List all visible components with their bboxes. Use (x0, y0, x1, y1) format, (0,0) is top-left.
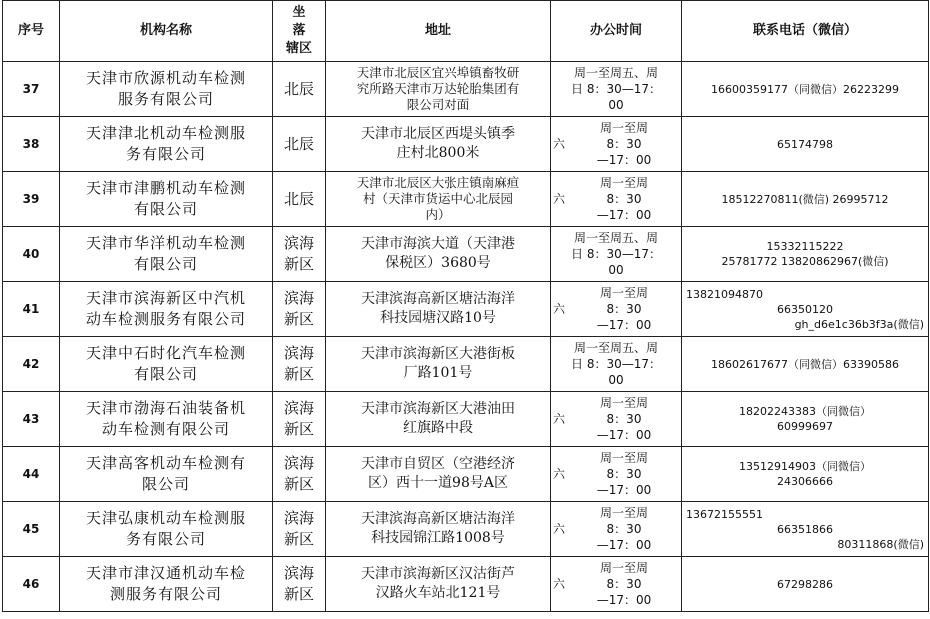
cell-phone (682, 392, 929, 447)
cell-district (273, 502, 326, 557)
address-line: 内） (425, 207, 451, 222)
office-hours-lead: 六 (553, 412, 566, 426)
office-hours-line: 周一至周 (599, 506, 648, 520)
office-hours-line: —17：00 (596, 153, 652, 167)
address-line: 限公司对面 (406, 97, 470, 112)
office-hours-line: 00 (608, 373, 624, 387)
cell-agency-name (60, 227, 273, 282)
cell-district (273, 392, 326, 447)
cell-address (326, 172, 551, 227)
office-hours-line: 日 8：30—17： (571, 82, 661, 96)
cell-address (326, 502, 551, 557)
cell-index: 40 (3, 227, 60, 282)
table-row (3, 502, 929, 557)
cell-office-hours (551, 117, 682, 172)
phone-line: 60999697 (777, 420, 833, 433)
office-hours-line: 周一至周五、周 (573, 66, 658, 80)
address-line: 汉路火车站北121号 (375, 585, 501, 601)
office-hours-lead: 六 (553, 192, 566, 206)
cell-index: 46 (3, 557, 60, 612)
cell-office-hours (551, 282, 682, 337)
district-line: 新区 (283, 310, 314, 328)
cell-phone (682, 447, 929, 502)
cell-district (273, 282, 326, 337)
phone-line: 18512270811(微信) 26995712 (721, 192, 889, 206)
phone-line: 66351866 (777, 522, 833, 536)
phone-line: 13821094870 (686, 287, 763, 301)
phone-line: 13512914903（同微信） (739, 460, 871, 473)
office-hours-line: 8：30 (606, 302, 642, 316)
office-hours-block (553, 175, 679, 223)
cell-district (273, 172, 326, 227)
address-line: 天津滨海高新区塘沽海洋 (361, 291, 515, 307)
address-line: 天津市滨海新区汉沽街芦 (361, 566, 515, 582)
agency-name-line: 天津市华洋机动车检测 (85, 234, 246, 252)
office-hours-line: 周一至周五、周 (573, 231, 658, 245)
table-body (3, 62, 929, 612)
office-hours-line: 周一至周 (599, 286, 648, 300)
address-line: 天津市北辰区西堤头镇季 (361, 126, 515, 142)
office-hours-lines (569, 175, 679, 223)
address-line: 天津市北辰区宜兴埠镇畜牧研 (356, 65, 520, 80)
office-hours-block (553, 560, 679, 608)
agency-name-line: 天津津北机动车检测服 (85, 124, 246, 142)
agency-name-line: 天津市津汉通机动车检 (85, 564, 246, 582)
office-hours-line: 8：30 (606, 522, 642, 536)
office-hours-line: 8：30 (606, 137, 642, 151)
phone-line: 13672155551 (686, 507, 763, 521)
address-line: 天津滨海高新区塘沽海洋 (361, 511, 515, 527)
agency-name-line: 服务有限公司 (117, 90, 214, 108)
district-line: 滨海 (283, 399, 314, 417)
table-header-row (3, 1, 929, 62)
cell-index: 38 (3, 117, 60, 172)
district-line: 新区 (283, 365, 314, 383)
cell-phone (682, 337, 929, 392)
agency-name-line: 动车检测有限公司 (101, 420, 230, 438)
agency-name-line: 天津中石时化汽车检测 (85, 344, 246, 362)
district-line: 滨海 (283, 289, 314, 307)
office-hours-line: 8：30 (606, 577, 642, 591)
cell-index: 45 (3, 502, 60, 557)
phone-line: 80311868(微信) (837, 537, 924, 551)
header-address: 地址 (326, 1, 551, 62)
phone-line: gh_d6e1c36b3f3a(微信) (794, 317, 924, 331)
office-hours-lines (569, 395, 679, 443)
office-hours-block (553, 285, 679, 333)
office-hours-line: —17：00 (596, 208, 652, 222)
header-phone: 联系电话（微信） (682, 1, 929, 62)
address-line: 红旗路中段 (403, 420, 473, 436)
district-line: 北辰 (283, 134, 314, 153)
cell-agency-name (60, 172, 273, 227)
cell-index: 42 (3, 337, 60, 392)
table-row (3, 557, 929, 612)
district-line: 北辰 (283, 189, 314, 208)
cell-address (326, 117, 551, 172)
cell-address (326, 392, 551, 447)
agency-name-line: 有限公司 (133, 255, 198, 273)
office-hours-line: —17：00 (596, 428, 652, 442)
cell-phone (682, 172, 929, 227)
phone-line: 65174798 (777, 137, 833, 151)
agency-name-line: 有限公司 (133, 200, 198, 218)
office-hours-line: 周一至周 (599, 176, 648, 190)
cell-phone (682, 227, 929, 282)
agency-name-line: 天津高客机动车检测有 (85, 454, 246, 472)
agency-name-line: 动车检测服务有限公司 (85, 310, 246, 328)
office-hours-lead: 六 (553, 577, 566, 591)
office-hours-lines (569, 285, 679, 333)
district-line: 新区 (283, 255, 314, 273)
table-row (3, 282, 929, 337)
phone-line: 18602617677（同微信）63390586 (711, 357, 899, 371)
cell-district (273, 117, 326, 172)
district-line: 新区 (283, 475, 314, 493)
cell-district (273, 227, 326, 282)
cell-address (326, 227, 551, 282)
cell-phone (682, 282, 929, 337)
cell-agency-name (60, 62, 273, 117)
cell-address (326, 447, 551, 502)
agency-name-line: 天津市渤海石油装备机 (85, 399, 246, 417)
cell-office-hours (551, 227, 682, 282)
office-hours-lead: 六 (553, 522, 566, 536)
table-row (3, 117, 929, 172)
cell-district (273, 447, 326, 502)
district-line: 滨海 (283, 344, 314, 362)
phone-line: 16600359177（同微信）26223299 (711, 82, 899, 96)
office-hours-block (553, 395, 679, 443)
office-hours-line: 00 (608, 98, 624, 112)
cell-office-hours (551, 557, 682, 612)
address-line: 厂路101号 (403, 365, 473, 381)
cell-office-hours (551, 392, 682, 447)
office-hours-lines (569, 560, 679, 608)
cell-index: 37 (3, 62, 60, 117)
office-hours-lead: 六 (553, 302, 566, 316)
cell-index: 39 (3, 172, 60, 227)
header-index: 序号 (3, 1, 60, 62)
agency-name-line: 务有限公司 (125, 530, 206, 548)
cell-agency-name (60, 557, 273, 612)
address-line: 科技园锦江路1008号 (371, 530, 505, 546)
agency-name-line: 天津市津鹏机动车检测 (85, 179, 246, 197)
office-hours-line: 周一至周五、周 (573, 341, 658, 355)
office-hours-lines (569, 120, 679, 168)
cell-agency-name (60, 392, 273, 447)
table-row (3, 62, 929, 117)
office-hours-lines (569, 450, 679, 498)
district-line: 北辰 (283, 79, 314, 98)
cell-office-hours (551, 502, 682, 557)
address-line: 天津市海滨大道（天津港 (361, 236, 515, 252)
cell-address (326, 62, 551, 117)
cell-index: 44 (3, 447, 60, 502)
address-line: 天津市自贸区（空港经济 (361, 456, 515, 472)
table-row (3, 447, 929, 502)
address-line: 科技园塘汉路10号 (380, 310, 496, 326)
cell-address (326, 337, 551, 392)
agency-name-line: 务有限公司 (125, 145, 206, 163)
cell-agency-name (60, 282, 273, 337)
agency-name-line: 天津市滨海新区中汽机 (85, 289, 246, 307)
cell-agency-name (60, 337, 273, 392)
office-hours-line: 周一至周 (599, 396, 648, 410)
address-line: 庄村北800米 (396, 145, 480, 161)
phone-line: 25781772 13820862967(微信) (721, 255, 889, 268)
cell-office-hours (551, 62, 682, 117)
district-line: 新区 (283, 530, 314, 548)
cell-address (326, 557, 551, 612)
agency-name-line: 限公司 (141, 475, 190, 493)
header-hours: 办公时间 (551, 1, 682, 62)
district-line: 新区 (283, 420, 314, 438)
address-line: 村（天津市货运中心北辰园 (362, 191, 513, 206)
agency-name-line: 有限公司 (133, 365, 198, 383)
office-hours-line: 日 8：30—17： (571, 247, 661, 261)
office-hours-line: 8：30 (606, 412, 642, 426)
cell-office-hours (551, 172, 682, 227)
agency-name-line: 测服务有限公司 (109, 585, 222, 603)
cell-address (326, 282, 551, 337)
address-line: 天津市北辰区大张庄镇南麻疸 (356, 175, 520, 190)
office-hours-line: 日 8：30—17： (571, 357, 661, 371)
agency-name-line: 天津市欣源机动车检测 (85, 69, 246, 87)
cell-district (273, 557, 326, 612)
district-line: 新区 (283, 585, 314, 603)
office-hours-lead: 六 (553, 467, 566, 481)
agency-table (2, 0, 929, 612)
office-hours-line: —17：00 (596, 483, 652, 497)
cell-index: 41 (3, 282, 60, 337)
cell-office-hours (551, 337, 682, 392)
cell-district (273, 62, 326, 117)
table-row (3, 392, 929, 447)
cell-office-hours (551, 447, 682, 502)
address-line: 保税区）3680号 (385, 255, 491, 271)
table-row (3, 172, 929, 227)
cell-agency-name (60, 447, 273, 502)
address-line: 究所路天津市万达轮胎集团有 (356, 81, 520, 96)
office-hours-block (553, 505, 679, 553)
office-hours-line: —17：00 (596, 318, 652, 332)
address-line: 天津市滨海新区大港街板 (361, 346, 515, 362)
cell-phone (682, 62, 929, 117)
header-district-line: 坐 (292, 5, 306, 20)
office-hours-line: 周一至周 (599, 121, 648, 135)
header-name: 机构名称 (60, 1, 273, 62)
office-hours-line: 周一至周 (599, 451, 648, 465)
cell-agency-name (60, 117, 273, 172)
cell-phone (682, 502, 929, 557)
header-district-line: 辖区 (285, 41, 312, 56)
office-hours-lead: 六 (553, 137, 566, 151)
table-row (3, 227, 929, 282)
header-district-line: 落 (292, 23, 306, 38)
office-hours-line: 8：30 (606, 467, 642, 481)
district-line: 滨海 (283, 509, 314, 527)
phone-line: 66350120 (777, 302, 833, 316)
cell-index: 43 (3, 392, 60, 447)
cell-agency-name (60, 502, 273, 557)
office-hours-line: 00 (608, 263, 624, 277)
office-hours-block (553, 120, 679, 168)
address-line: 区）西十一道98号A区 (368, 475, 508, 491)
office-hours-lines (569, 505, 679, 553)
district-line: 滨海 (283, 234, 314, 252)
agency-name-line: 天津弘康机动车检测服 (85, 509, 246, 527)
office-hours-block (553, 450, 679, 498)
cell-phone (682, 117, 929, 172)
phone-line: 67298286 (777, 577, 833, 591)
phone-line: 15332115222 (766, 240, 844, 253)
phone-line: 24306666 (777, 475, 833, 488)
office-hours-line: 周一至周 (599, 561, 648, 575)
phone-line: 18202243383（同微信） (739, 405, 871, 418)
office-hours-line: —17：00 (596, 593, 652, 607)
header-district (273, 1, 326, 62)
district-line: 滨海 (283, 454, 314, 472)
district-line: 滨海 (283, 564, 314, 582)
office-hours-line: 8：30 (606, 192, 642, 206)
table-row (3, 337, 929, 392)
office-hours-line: —17：00 (596, 538, 652, 552)
address-line: 天津市滨海新区大港油田 (361, 401, 515, 417)
cell-phone (682, 557, 929, 612)
cell-district (273, 337, 326, 392)
